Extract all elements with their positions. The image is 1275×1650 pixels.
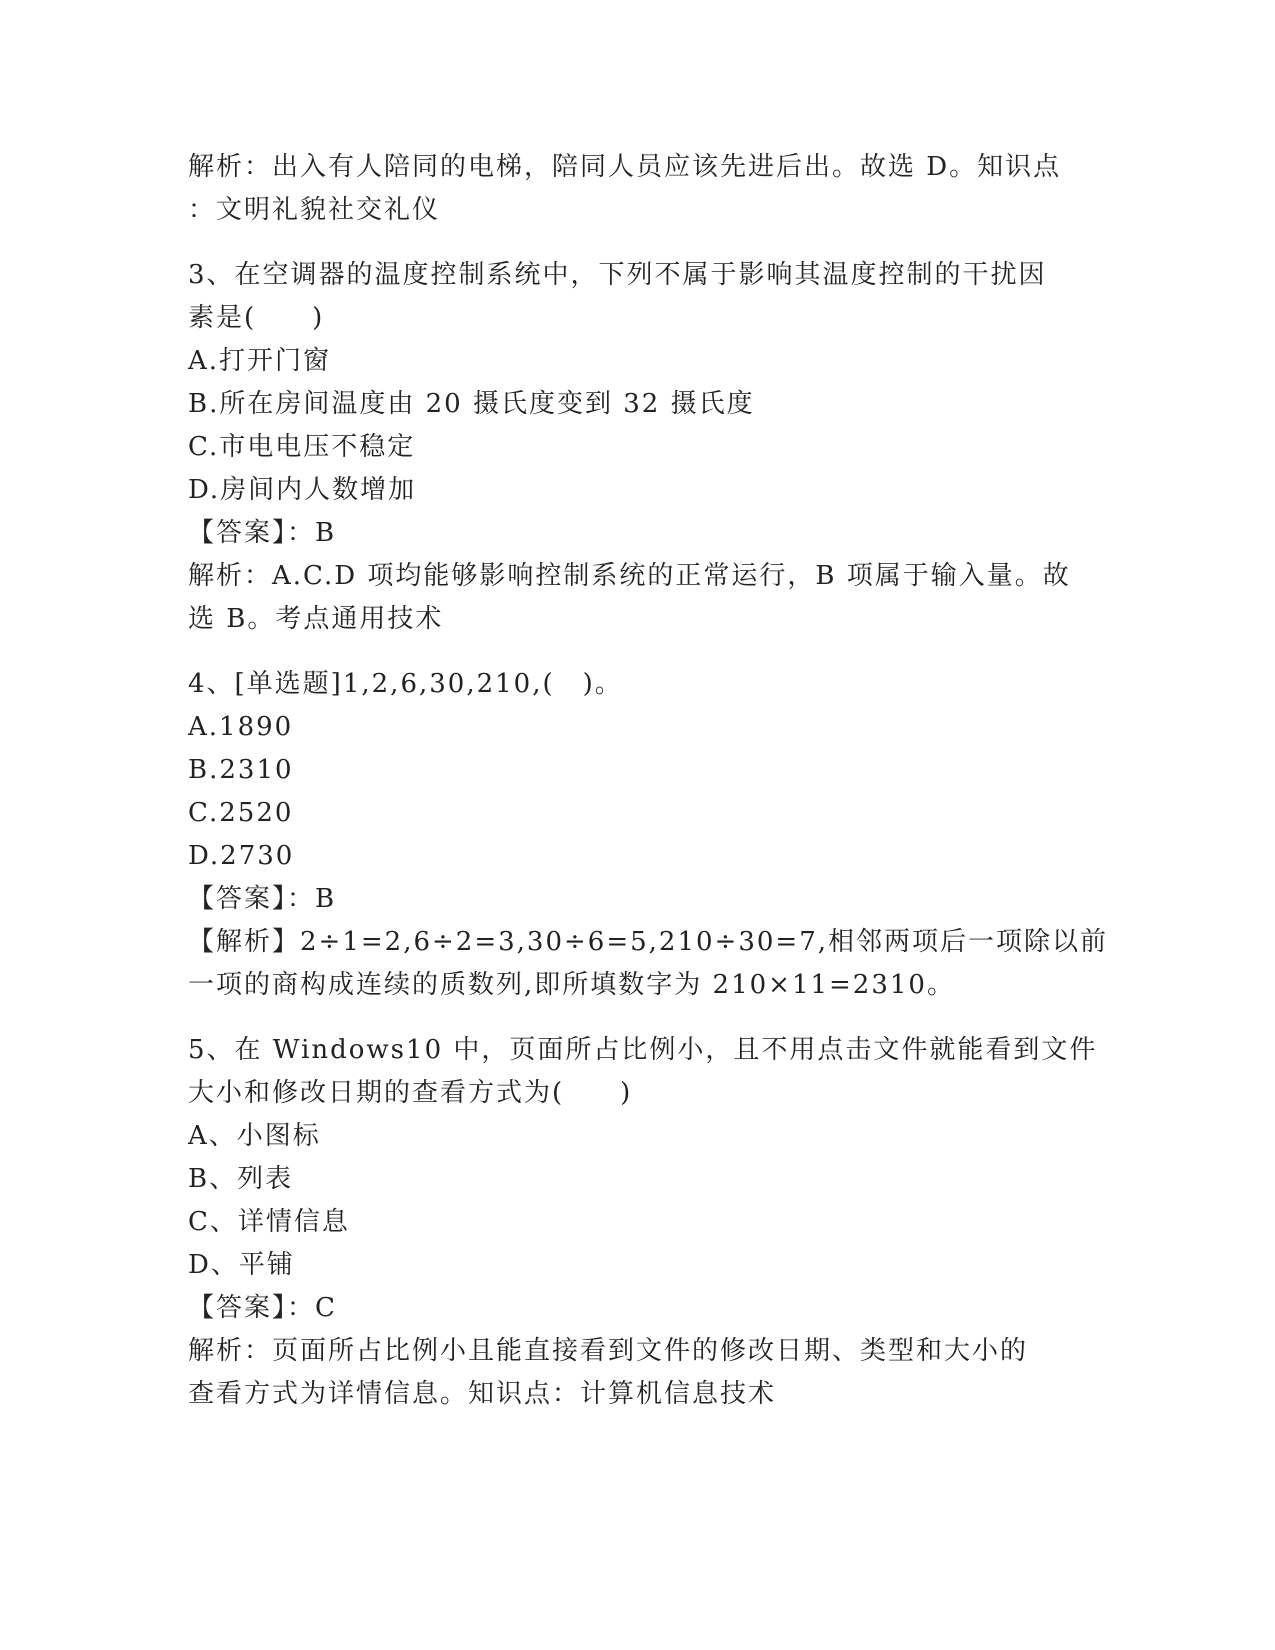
analysis-line: 选 B。考点通用技术 [188, 604, 444, 634]
question-stem-line: 3、在空调器的温度控制系统中，下列不属于影响其温度控制的干扰因 [188, 260, 1047, 290]
option-a: A.打开门窗 [188, 346, 332, 376]
question-stem-line: 5、在 Windows10 中，页面所占比例小，且不用点击文件就能看到文件 [188, 1035, 1098, 1065]
question-5 [188, 1029, 1098, 1416]
analysis-line: 一项的商构成连续的质数列,即所填数字为 210×11=2310。 [188, 970, 955, 1000]
analysis-line: ：文明礼貌社交礼仪 [188, 195, 441, 225]
analysis-line: 解析：出入有人陪同的电梯，陪同人员应该先进后出。故选 D。知识点 [188, 152, 1062, 182]
question-stem-line: 素是( ) [188, 303, 325, 333]
analysis-line: 【解析】2÷1=2,6÷2=3,30÷6=5,210÷30=7,相邻两项后一项除以前 [188, 927, 1109, 957]
option-c: C.市电电压不稳定 [188, 432, 416, 462]
option-d: D.房间内人数增加 [188, 475, 417, 505]
option-b: B.2310 [188, 755, 294, 785]
option-d: D.2730 [188, 841, 295, 871]
document-page [188, 146, 1109, 1416]
option-b: B.所在房间温度由 20 摄氏度变到 32 摄氏度 [188, 389, 755, 419]
question-4 [188, 663, 1109, 1007]
option-a: A、小图标 [188, 1121, 321, 1151]
q2-analysis [188, 146, 1088, 232]
question-stem-line: 4、[单选题]1,2,6,30,210,( )。 [188, 669, 623, 699]
analysis-line: 解析：A.C.D 项均能够影响控制系统的正常运行，B 项属于输入量。故 [188, 561, 1071, 591]
option-b: B、列表 [188, 1164, 294, 1194]
answer: 【答案】：B [188, 518, 337, 548]
analysis-line: 查看方式为详情信息。知识点：计算机信息技术 [188, 1379, 777, 1409]
answer: 【答案】：B [188, 884, 337, 914]
option-c: C、详情信息 [188, 1207, 350, 1237]
question-stem-line: 大小和修改日期的查看方式为( ) [188, 1078, 633, 1108]
answer: 【答案】：C [188, 1293, 337, 1323]
option-d: D、平铺 [188, 1250, 295, 1280]
question-3 [188, 254, 1088, 641]
option-a: A.1890 [188, 712, 294, 742]
option-c: C.2520 [188, 798, 294, 828]
analysis-line: 解析：页面所占比例小且能直接看到文件的修改日期、类型和大小的 [188, 1336, 1029, 1366]
